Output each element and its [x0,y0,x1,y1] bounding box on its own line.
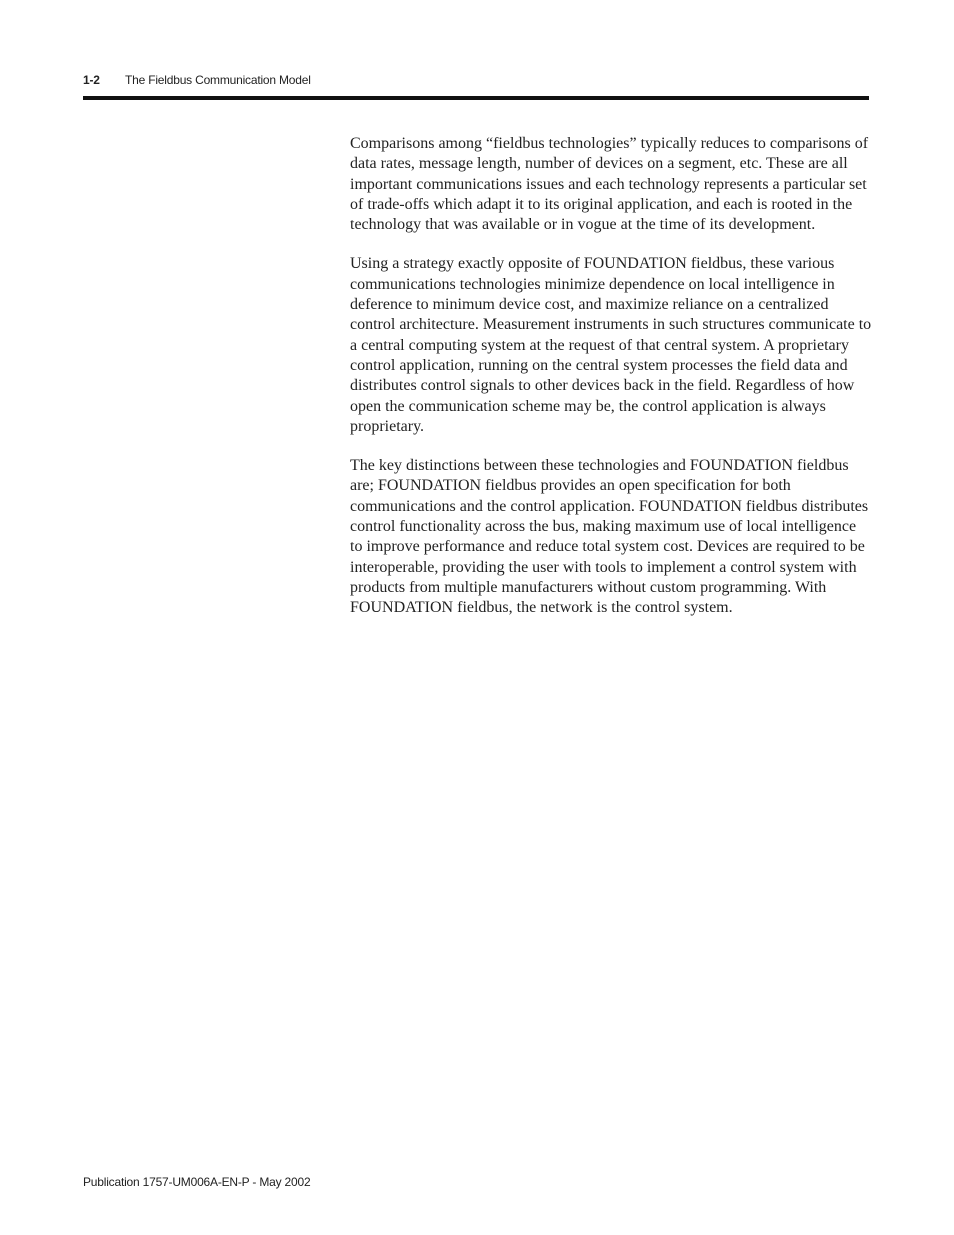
paragraph: The key distinctions between these technologies and FOUNDATION fieldbus are; FOUNDATION fieldbus provides an open specification for both communications and the control application. FOUNDATION fieldbus distributes control functionality across the bus, making maximum use of local intelligence to improve performance and reduce total system cost. Devices are required to be interoperable, providing the user with tools to implement a control system with products from multiple manufacturers without custom programming. With FOUNDATION fieldbus, the network is the control system. [350,457,869,617]
page-number: 1-2 [83,73,100,87]
body-text [350,134,872,638]
chapter-title: The Fieldbus Communication Model [125,73,311,87]
paragraph: Using a strategy exactly opposite of FOUNDATION fieldbus, these various communications technologies minimize dependence on local intelligence in deference to minimum device cost, and maximize reliance on a centralized control architecture. Measurement instruments in such structures communicate to a central computing system at the request of that central system. A proprietary control application, running on the central system processes the field data and distributes control signals to other devices back in the field. Regardless of how open the communication scheme may be, the control application is always proprietary. [350,255,872,435]
header-rule [83,96,869,100]
running-header [83,73,869,93]
publication-footer: Publication 1757-UM006A-EN-P - May 2002 [83,1175,311,1189]
paragraph: Comparisons among “fieldbus technologies” typically reduces to comparisons of data rates, message length, number of devices on a segment, etc. These are all important communications issues and each technology represents a particular set of trade-offs which adapt it to its original application, and each is rooted in the technology that was available or in vogue at the time of its development. [350,135,869,234]
